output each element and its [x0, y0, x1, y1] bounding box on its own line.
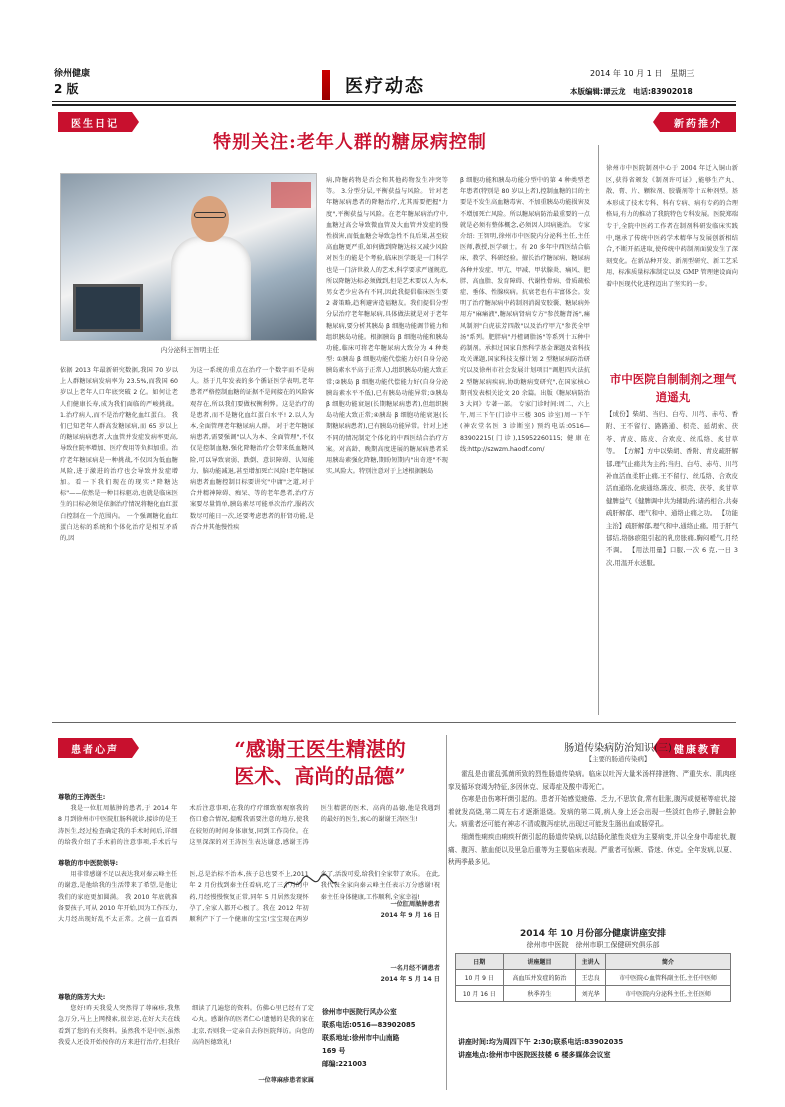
col-speaker: 主讲人 [576, 954, 606, 970]
column-divider-bottom [446, 735, 447, 1090]
edu-cholera: 霍乱是由霍乱弧菌所致的烈性肠道传染病。临床以吐泻大量米汤样排泄物、严重失水、肌肉痉挛及循环衰竭为特征,多因休克、尿毒症及酸中毒死亡。 [448, 770, 736, 791]
column-divider [598, 145, 599, 715]
section-divider [52, 722, 736, 723]
lecture-table [455, 953, 731, 1002]
article-title: 特别关注:老年人群的糖尿病控制 [213, 132, 487, 153]
edu-dysentery: 细菌性痢疾由痢疾杆菌引起的肠道传染病,以结肠化脓性炎症为主要病变,并以全身中毒症状,腹痛、腹泻、脓血便以及里急后重等为主要临床表现。严重者可惊厥、昏迷、休克。全年发病,以夏、秋两季最多见。 [448, 832, 736, 867]
article-column-2: 为这一系统的重点在治疗一个数字而不是病人。基于几年发表的多个循证医学表明,老年患者严格控制血糖的证据不是间接在的风险客观存在,所以我们要做权衡利弊。这是治疗的是患者,而不是糖化血红蛋白水平! 2.以人为本,全面管理老年糖尿病人群。 对于老年糖尿病患者,需要强调"以人为本、全面管理",不仅仅是控制血糖,强化降糖治疗会带来低血糖风险,可以导致衰弱、跌倒、意识障碍、认知能力、脑功能减退,甚至增加死亡风险!老年糖尿病患者血糖控制目标要讲究"中庸"之道,对于合并精神障碍、痴呆、等的老年患者,治疗方案要尽量简单,胰岛素尽可能单次治疗,服药次数尽可能日一次,还要考虑患者的肝肾功能,是否合并其他慢性疾 [190, 367, 314, 531]
lecture-place: 讲座地点:徐州市中医院医技楼 6 楼多媒体会议室 [458, 1051, 611, 1059]
letter-2-body: 用非常感谢不足以表达我对秦云峰主任的谢意,是他给我的生活带来了希望,是他让我们的家庭更加圆满。 我 2010 年底就准备要孩子,可从 2010 年开始,因为工作压力,大月经出现好乱不太正常。之前一直看西医,总是治标不治本,孩子总也要不上,2011 年 2 月份找到秦主任看病,吃了三个月的中药,月经慢慢恢复正常,同年 5 月居然发现怀孕了,全家人都开心极了。我在 2012 年初顺利产下了一个健康的宝宝!宝宝现在两岁多了,活泼可爱,给我们全家带了欢乐。 在此,我代表全家向秦云峰主任表示万分感谢!祝秦主任身体健康,工作顺利,全家幸福! [58, 871, 440, 924]
office-address: 联系地址:徐州市中山南路 [322, 1034, 400, 1042]
section-title: 医疗动态 [330, 72, 440, 98]
office-postcode: 邮编:221003 [322, 1060, 367, 1068]
header-rule [52, 101, 736, 102]
table-row [456, 970, 731, 986]
product-intro: 徐州市中医院制剂中心于 2004 年迁入铜山新区,获得省颁发《制剂许可证》,能够生产丸、散、膏、片、颗粒剂、胶囊剂等十五种剂型。基本形成了技术专科、科有专病、病有专药的合理格局,有力的推动了我院特色专科发展。医院郑瑞专于,全院中医药工作者在制剂科研发临床实践中,继承了传统中医药学术精华与发展创新相结合,不断开拓进取,使传统中药制剂面貌发生了深刻变化。在新品种开发、新剂型研究、新工艺采用、标准质量标准制定以及 GMP 管理建设面向着中医现代化进程迈出了坚实的一步。 [606, 165, 738, 288]
office-name: 徐州市中医院行风办公室 [322, 1008, 397, 1016]
letter-3-heading: 尊敬的陈芳大夫: [58, 993, 106, 1001]
product-details: 【成份】柴胡、当归、白芍、川芎、赤芍、香附、王不留行、路路通、枳壳、延胡索、茯苓、青皮、陈皮、合欢皮、丝瓜络、炙甘草等。 【方解】方中以柴胡、香附、青皮疏肝解郁,理气止痛共为主药;当归、白芍、赤芍、川芎补血活血柔肝止痛,王不留行、丝瓜络、合欢皮活血通络,化痰通络,陈皮、枳壳、茯苓、炙甘草健脾益气《健脾调中共为辅助药;诸药相合,共奏疏肝解郁、理气和中、通络止痛之功。 【功能主治】疏肝解郁,理气和中,通络止痛。用于肝气郁结,络脉瘀阻引起的乳房胀痛,胸闷嗳气,月经不调。 【用法用量】口服,一次 6 克,一日 3 次,用温开水送服。 [606, 410, 738, 567]
article-column-3: 病,降糖药物是否会和其他药物发生冲突等等。 3.分型分层,平衡获益与风险。 针对老年糖尿病患者的降糖治疗,尤其需要把握"力度",平衡获益与风险。在老年糖尿病治疗中,血糖过高会导致微血管及大血管并发症的慢性损害,而低血糖会导致急性不良后果,甚至较高血糖更严重,如何做到降糖达标又减少风险对医生的能是个考验,临床医学既是一门科学也是一门济世救人的艺术,科学要求严谨规范,所以降糖达标必须做到,但是艺术要以人为本,男女老少应各有不同,因此我提倡临床医生要 2 著策略,趋利避害造福糖友。我们提倡分型分层治疗老年糖尿病,具体做法就是对于老年糖尿病,要分析其胰岛 β 细胞功能调节能力和组织胰岛功能。根据胰岛 β 细胞功能和胰岛功能,临床可将老年糖尿病大致分为 4 种类型: ①胰岛 β 细胞功能代偿能力好(自身分泌胰岛素水平高于正常人),组织胰岛功能大致正常;②胰岛 β 细胞功能代偿能力好(自身分泌胰岛素水平不低),已有胰岛功能异常;③胰岛 β 细胞功能衰退(长期糖尿病患者),但组织胰岛功能大致正常;④胰岛 β 细胞功能衰退(长期糖尿病患者),已有胰岛功能异常。针对上述不同的情况制定个体化的中西医结合治疗方案。对高龄、晚期高度进展的糖尿病患者采用胰岛素强化降糖,期盼短期内"出奇迹"不现实,风险大。特别注意对于上述根据胰岛 [326, 177, 448, 476]
letter-3-signature: 一位荨麻疹患者家属 [258, 1077, 314, 1085]
col-intro: 简介 [606, 954, 731, 970]
letter-1-body: 我是一位肛周脓肿的患者,于 2014 年 8 月到徐州市中医院肛肠科就诊,接诊的是王涛医生,经过检查确定我的手术时间后,详细的给我介绍了手术前的注意事项,手术后与术后注意事项,在我的疗疗细致察观察我的伤口愈合情况,提醒我需要注意的地方,使我在较短的时间身体康复,同到工作岗位。在这里深深的对王涛医生表达谢意,感谢王涛医生精湛的医术、高尚的品德,他是我遇到的最好的医生,衷心的谢谢王涛医生! [58, 805, 440, 846]
cell-topic: 高血压并发症的防治 [503, 970, 576, 986]
table-header-row [456, 954, 731, 970]
signature-drawing [280, 870, 340, 896]
article-column-1: 依据 2013 年最新研究数据,我国 70 岁以上人群糖尿病发病率为 23.5%,而我国 60 岁以上老年人口年底突破 2 亿。如何让老人们健康长寿,成为我们面临的严峻挑战。 1.治疗病人,而不是治疗糖化血红蛋白。 我们已知老年人群高发糖尿病,而 65 岁以上的糖尿病病患者,大血管并发症发病率更高,导致住院率增加、医疗费用等负担加重。治疗老年糖尿病是一种挑战,不仅因为低血糖风险,进于激进的治疗也会导致并发症增加。看一下我们现在的现实:"降糖达标"——依然是一种目标驱动,也就是临床医生的目标必须是依据治疗情况将糖化血红蛋白控制在一个范围内。 一个强调糖化血红蛋白达标的系统和个体化治疗是相互矛盾的,因 [60, 367, 178, 543]
photo-caption: 内分泌科王智明主任 [160, 346, 220, 354]
office-phone: 联系电话:0516—83902085 [322, 1021, 416, 1029]
letter-1-heading: 尊敬的王涛医生: [58, 793, 106, 801]
doctor-photo [60, 173, 317, 341]
lecture-time: 讲座时间:均为周四下午 2:30;联系电话:83902035 [458, 1038, 624, 1046]
badge-new-drug: 新药推介 [660, 112, 736, 132]
editor-info: 本版编辑:谭云龙 电话:83902018 [570, 87, 693, 96]
thanks-title [150, 736, 490, 790]
newspaper-brand: 徐州健康 [54, 69, 91, 79]
edu-title: 肠道传染病防治知识(三) [564, 743, 672, 754]
article-column-4: β 细胞功能和胰岛功能分型中的第 4 种类型老年患者(特别是 80 岁以上者),控制血糖的目的主要是不发生高血糖毒害、不加重胰岛功能损害及不增加死亡风险。所以糖尿病防治最重要的一点就是必须有整体概念,必须因人因病施治。 专家介绍: 王智明,徐州市中医院内分泌科主任,主任医师,教授,医学硕士。有 20 多年中西医结合临床、教学、科研经验。擅长治疗糖尿病、糖尿病各种并发症、甲亢、甲减、甲状腺炎、痛风、肥胖、高血脂、发育障碍、代谢性骨病、骨质疏松症、垂体、性腺疾病。抗衰老也有丰富体会。发明了治疗糖尿病中药制剂消渴安胶囊、糖尿病外用方"麻痛液",糖尿病肾病专方"参芪糖肾汤",痛风制剂"白虎祛芳四散"以及治疗甲亢"参芪全甲汤"系列。肥胖病"丹楂调脂汤"等系列十五种中药制剂。承担过国家自然科学基金课题及省科技攻关课题,国家科技支撑计划 2 型糖尿病防治研究以及徐州市社会发展计划项目"调胆四火法抗 2 型糖尿病疾病,协助糖病变研究",在国家核心期刊发表相关论文 20 余篇。出版《糖尿病防治 3 大问》专著一部。 专家门诊时间:周二、六上午,周三下午(门诊中三楼 305 诊室)周一下午(神农堂名医 3 诊断室) 预约电话:0516—83902215(门诊),15952260115; 健康在线:http://szwzm.haodf.com/ [460, 177, 590, 453]
cell-intro: 市中医院心血管科副主任,主任中医师 [606, 970, 731, 986]
thanks-title-line-2: 医术、高尚的品德” [234, 764, 406, 788]
table-row [456, 986, 731, 1002]
edition-number: 2 版 [54, 82, 79, 96]
letter-3-body: 您好!昨天我爱人突然得了荨麻疹,我焦急万分,马上上网搜索,很幸运,在好大夫在线看到了您的有关资料。虽然我不是中医,虽然我爱人还没开始按你的方来进行治疗,但我仔细读了几遍您的资料。仿佛心里已经有了定心丸。感谢你的医者仁心!遗憾的是我的家在北京,否则我一定亲自去你医院拜访。向您的高尚医德致礼! [58, 1005, 314, 1046]
cell-speaker: 刘光华 [576, 986, 606, 1002]
badge-doctor-diary: 医生日记 [58, 112, 132, 132]
letter-1-signature: 一位肛周脓肿患者 [390, 901, 440, 909]
letter-block-2 [58, 858, 440, 986]
col-topic: 讲座题目 [503, 954, 576, 970]
cell-date: 10 月 16 日 [456, 986, 504, 1002]
office-contact [322, 1006, 442, 1071]
col-date: 日期 [456, 954, 504, 970]
lecture-subtitle: 徐州市中医院 徐州市职工保健研究俱乐部 [526, 941, 660, 949]
badge-health-edu: 健康教育 [660, 738, 736, 758]
letter-1-date: 2014 年 9 月 16 日 [380, 912, 440, 920]
letter-2-signature: 一名月经不调患者 [390, 965, 440, 973]
badge-patient-voice: 患者心声 [58, 738, 132, 758]
letter-2-heading: 尊敬的市中医院领导: [58, 859, 119, 867]
letter-2-date: 2014 年 5 月 14 日 [380, 976, 440, 984]
office-address-number: 169 号 [322, 1047, 346, 1055]
lecture-title: 2014 年 10 月份部分健康讲座安排 [520, 929, 666, 939]
edu-typhoid: 伤寒是由伤寒杆菌引起的。患者开始感觉疲倦、乏力,不思饮食,常有肚胀,腹泻或便秘等症状,接着就发高烧,第二周左右才逐渐退烧。发病的第二周,病人身上还会出现一些淡红色疹子,脾脏会肿大。病重者还可能有神志不清或腹泻症状,出现过可能发生肠出血或肠穿孔。 [448, 795, 736, 829]
edu-subtitle: 【主要的肠道传染病】 [585, 755, 651, 763]
cell-intro: 市中医院内分泌科主任,主任医师 [606, 986, 731, 1002]
header-rule-thick [52, 104, 736, 106]
handwritten-signature [280, 870, 360, 898]
issue-date: 2014 年 10 月 1 日 星期三 [590, 69, 695, 78]
letter-block-3 [58, 992, 314, 1092]
cell-date: 10 月 9 日 [456, 970, 504, 986]
edu-body [448, 768, 736, 869]
cell-speaker: 王忠良 [576, 970, 606, 986]
product-title: 市中医院自制制剂之理气逍遥丸 [609, 372, 737, 404]
thanks-title-line-1: “感谢王医生精湛的 [234, 737, 406, 761]
cell-topic: 秋季养生 [503, 986, 576, 1002]
